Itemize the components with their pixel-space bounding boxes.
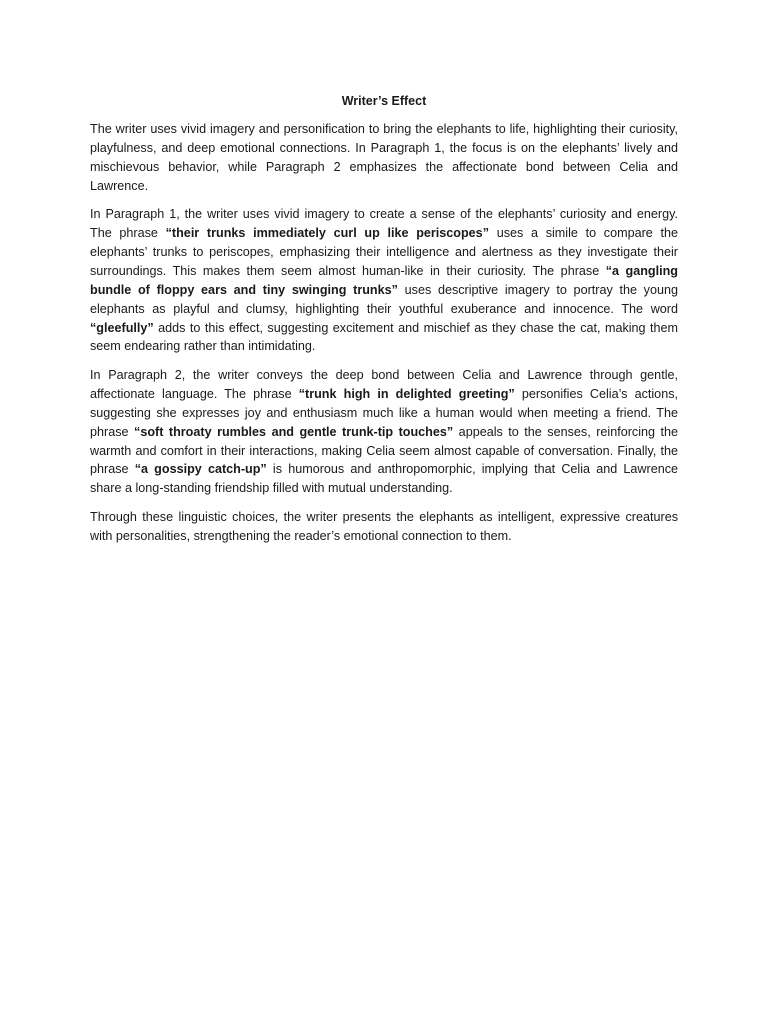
document-title: Writer’s Effect <box>341 94 427 108</box>
quoted-phrase: “soft throaty rumbles and gentle trunk-tip touches” <box>134 424 454 439</box>
paragraph-text: uses a simile to compare the elephants’ trunks to periscopes, emphasizing their intelligence and alertness as they investigate their surroundings. This makes them seem almost human-like in their curiosity. The phrase <box>90 226 679 278</box>
paragraph-intro <box>90 120 678 196</box>
paragraph-text: appeals to the senses, reinforcing the warmth and comfort in their interactions, making Celia seem almost capable of conversation. Finally, the phrase <box>90 424 679 477</box>
paragraph-text: uses descriptive imagery to portray the young elephants as playful and clumsy, highlighting their youthful exuberance and innocence. The word <box>90 282 678 316</box>
paragraph-conclusion <box>90 508 678 546</box>
paragraph-1-analysis <box>90 205 678 356</box>
paragraph-text: is humorous and anthropomorphic, implying that Celia and Lawrence share a long-standing friendship filled with mutual understanding. <box>90 462 678 496</box>
quoted-phrase: “trunk high in delighted greeting” <box>298 386 515 401</box>
paragraph-text: In Paragraph 1, the writer uses vivid imagery to create a sense of the elephants’ curiosity and energy. The phrase <box>90 207 678 241</box>
paragraph-text: Through these linguistic choices, the writer presents the elephants as intelligent, expressive creatures with personalities, strengthening the reader’s emotional connection to them. <box>90 509 678 543</box>
quoted-phrase: “a gangling bundle of floppy ears and tiny swinging trunks” <box>90 263 679 297</box>
quoted-phrase: “a gossipy catch-up” <box>134 462 267 477</box>
paragraph-2-analysis <box>90 366 678 498</box>
paragraph-text: personifies Celia’s actions, suggesting she expresses joy and enthusiasm much like a human would when meeting a friend. The phrase <box>90 386 678 439</box>
paragraph-text: In Paragraph 2, the writer conveys the deep bond between Celia and Lawrence through gentle, affectionate language. The phrase <box>90 367 678 401</box>
document-page <box>90 92 678 555</box>
quoted-phrase: “their trunks immediately curl up like periscopes” <box>165 226 489 241</box>
paragraph-text: The writer uses vivid imagery and personification to bring the elephants to life, highlighting their curiosity, playfulness, and deep emotional connections. In Paragraph 1, the focus is on the elephants’ lively and mischievous behavior, while Paragraph 2 emphasizes the affectionate bond between Celia and Lawrence. <box>90 122 678 193</box>
quoted-phrase: “gleefully” <box>90 320 154 335</box>
paragraph-text: adds to this effect, suggesting excitement and mischief as they chase the cat, making them seem endearing rather than intimidating. <box>90 320 678 354</box>
